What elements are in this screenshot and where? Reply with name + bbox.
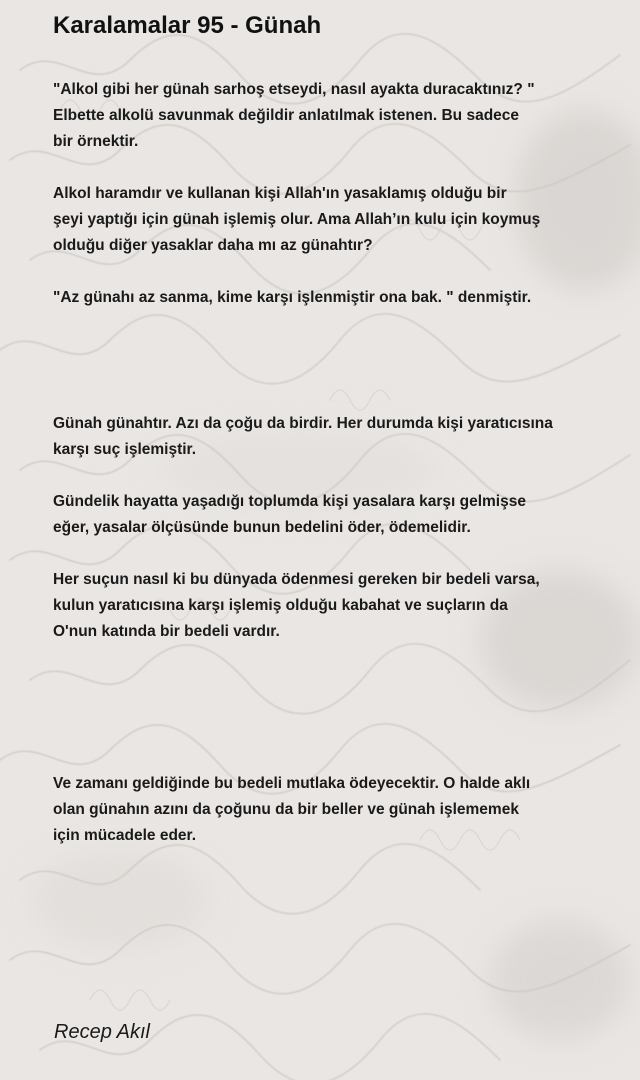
poem-line: kulun yaratıcısına karşı işlemiş olduğu kabahat ve suçların da	[53, 597, 508, 614]
poem-line: şeyi yaptığı için günah işlemiş olur. Ama Allah’ın kulu için koymuş	[53, 211, 541, 228]
poem-line: "Az günahı az sanma, kime karşı işlenmiştir ona bak. " denmiştir.	[53, 289, 532, 306]
poem-title: Karalamalar 95 - Günah	[53, 12, 322, 39]
poem-line: bir örnektir.	[53, 133, 139, 150]
poem-line: Günah günahtır. Azı da çoğu da birdir. Her durumda kişi yaratıcısına	[53, 415, 553, 432]
poem-line: Elbette alkolü savunmak değildir anlatılmak istenen. Bu sadece	[53, 107, 520, 124]
poem-line: Alkol haramdır ve kullanan kişi Allah'ın yasaklamış olduğu bir	[53, 185, 507, 202]
poem-author: Recep Akıl	[54, 1021, 150, 1043]
poem-line: olduğu diğer yasaklar daha mı az günahtır?	[53, 237, 373, 254]
poem-line: için mücadele eder.	[53, 827, 197, 844]
poem-line: Ve zamanı geldiğinde bu bedeli mutlaka ödeyecektir. O halde aklı	[53, 775, 531, 792]
poem-line: O'nun katında bir bedeli vardır.	[53, 623, 280, 640]
poem-line: "Alkol gibi her günah sarhoş etseydi, nasıl ayakta duracaktınız? "	[53, 81, 535, 98]
poem-line: karşı suç işlemiştir.	[53, 441, 197, 458]
poem-line: Gündelik hayatta yaşadığı toplumda kişi yasalara karşı gelmişse	[53, 493, 526, 510]
poem-line: Her suçun nasıl ki bu dünyada ödenmesi gereken bir bedeli varsa,	[53, 571, 540, 588]
poem-line: eğer, yasalar ölçüsünde bunun bedelini öder, ödemelidir.	[53, 519, 471, 536]
poem-line: olan günahın azını da çoğunu da bir beller ve günah işlememek	[53, 801, 519, 818]
